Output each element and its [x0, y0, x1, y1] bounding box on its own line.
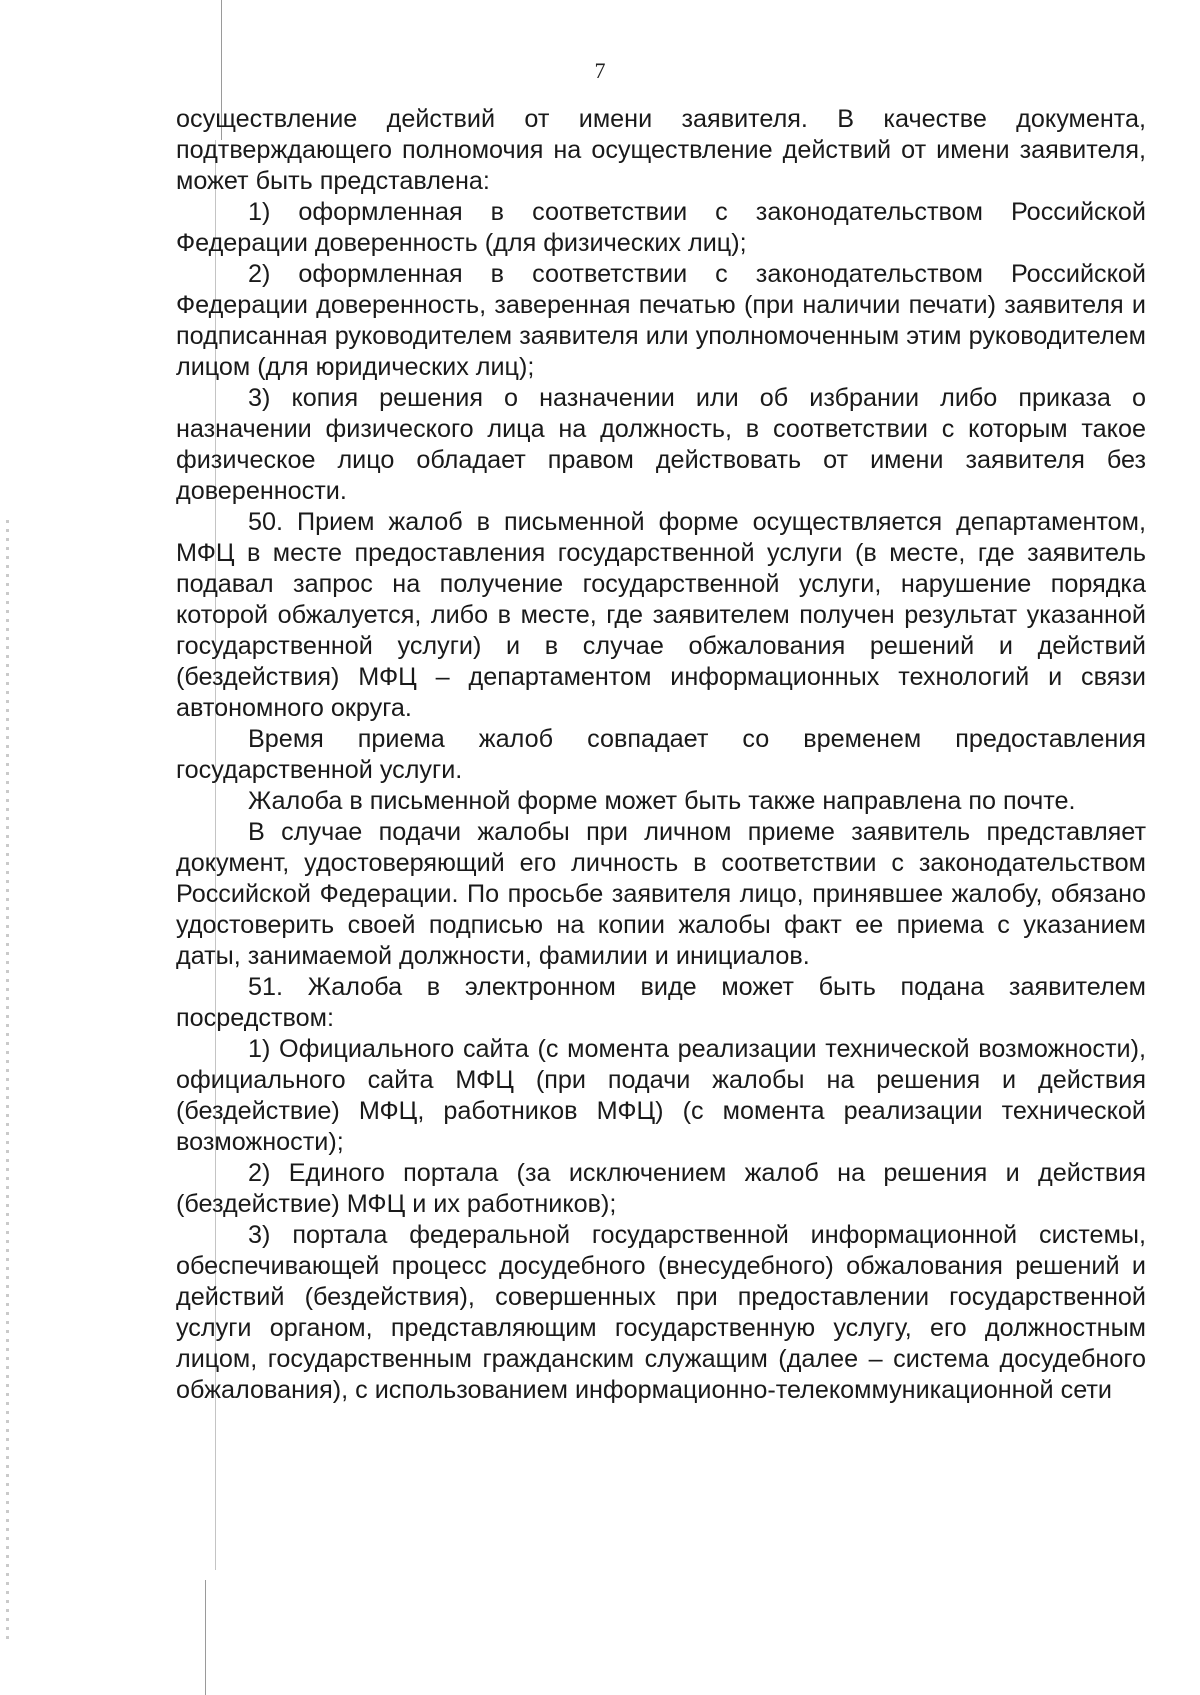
document-body: [176, 104, 1146, 1406]
scan-binding-line-bottom: [205, 1580, 206, 1695]
paragraph-51-item-1: 1) Официального сайта (с момента реализации технической возможности), официального сайта МФЦ (при подачи жалобы на решения и действия (бездействие) МФЦ, работников МФЦ) (с момента реализации технической возможности);: [176, 1035, 1146, 1156]
page-number: 7: [594, 58, 606, 83]
paragraph-51: 51. Жалоба в электронном виде может быть подана заявителем посредством:: [176, 973, 1146, 1032]
paragraph-50: 50. Прием жалоб в письменной форме осуществляется департаментом, МФЦ в месте предоставления государственной услуги (в месте, где заявитель подавал запрос на получение государственной услуги, нарушение порядка которой обжалуется, либо в месте, где заявителем получен результат указанной государственной услуги) и в случае обжалования решений и действий (бездействия) МФЦ – департаментом информационных технологий и связи автономного округа.: [176, 508, 1146, 722]
paragraph-mail: Жалоба в письменной форме может быть также направлена по почте.: [248, 787, 1076, 815]
paragraph-item-2: 2) оформленная в соответствии с законодательством Российской Федерации доверенность, заверенная печатью (при наличии печати) заявителя и подписанная руководителем заявителя или уполномоченным этим руководителем лицом (для юридических лиц);: [176, 260, 1146, 381]
paragraph-reception-time: Время приема жалоб совпадает со временем предоставления государственной услуги.: [176, 725, 1146, 784]
scan-edge-noise: [6, 520, 9, 1640]
paragraph-intro-continuation: осуществление действий от имени заявителя. В качестве документа, подтверждающего полномочия на осуществление действий от имени заявителя, может быть представлена:: [176, 105, 1146, 195]
paragraph-item-1: 1) оформленная в соответствии с законодательством Российской Федерации доверенность (для физических лиц);: [176, 198, 1146, 257]
paragraph-item-3: 3) копия решения о назначении или об избрании либо приказа о назначении физического лица на должность, в соответствии с которым такое физическое лицо обладает правом действовать от имени заявителя без доверенности.: [176, 384, 1146, 505]
paragraph-personal-reception: В случае подачи жалобы при личном приеме заявитель представляет документ, удостоверяющий его личность в соответствии с законодательством Российской Федерации. По просьбе заявителя лицо, принявшее жалобу, обязано удостоверить своей подписью на копии жалобы факт ее приема с указанием даты, занимаемой должности, фамилии и инициалов.: [176, 818, 1146, 970]
paragraph-51-item-2: 2) Единого портала (за исключением жалоб на решения и действия (бездействие) МФЦ и их работников);: [176, 1159, 1146, 1218]
paragraph-51-item-3: 3) портала федеральной государственной информационной системы, обеспечивающей процесс досудебного (внесудебного) обжалования решений и действий (бездействия), совершенных при предоставлении государственной услуги органом, представляющим государственную услугу, его должностным лицом, государственным гражданским служащим (далее – система досудебного обжалования), с использованием информационно-телекоммуникационной сети: [176, 1221, 1146, 1404]
